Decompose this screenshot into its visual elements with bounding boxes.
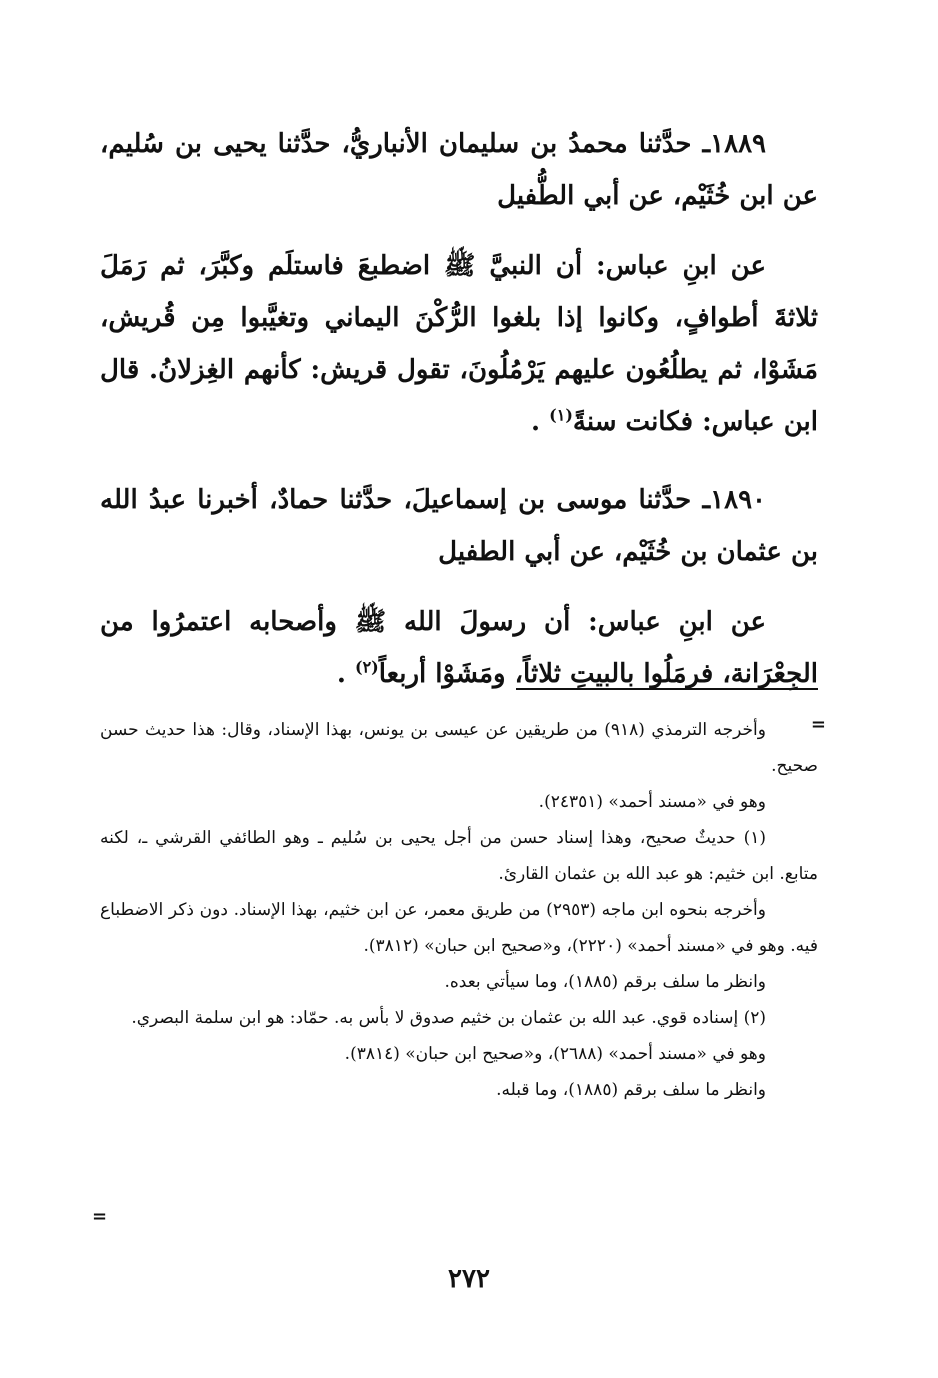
footnote-carryover-1: وأخرجه الترمذي (٩١٨) من طريقين عن عيسى بن يونس، بهذا الإسناد، وقال: هذا حديث حسن صحيح.: [100, 720, 818, 776]
hadith-1890-chain: ١٨٩٠ـ حدَّثنا موسى بن إسماعيلَ، حدَّثنا حمادٌ، أخبرنا عبدُ الله بن عثمان بن خُثَيْم، عن أبي الطفيل: [100, 485, 818, 567]
footnote-1-b: وأخرجه بنحوه ابن ماجه (٢٩٥٣) من طريق معمر، عن ابن خثيم، بهذا الإسناد. دون ذكر الاضطباع فيه. وهو في «مسند أحمد» (٢٢٢٠)، و«صحيح ابن حبان» (٣٨١٢).: [100, 900, 818, 956]
main-text: [100, 118, 818, 700]
footnote-2-a: (٢) إسناده قوي. عبد الله بن عثمان بن خثيم صدوق لا بأس به. حمّاد: هو ابن سلمة البصري.: [131, 1008, 766, 1028]
footnotes: [100, 712, 818, 1108]
footnote-ref-1[interactable]: (١): [549, 405, 573, 425]
continuation-mark-end: =: [92, 1206, 108, 1227]
continuation-mark-start: =: [810, 714, 826, 735]
footnote-1-a: (١) حديثٌ صحيح، وهذا إسناد حسن من أجل يحيى بن سُليم ـ وهو الطائفي القرشي ـ، لكنه متابع. ابن خثيم: هو عبد الله بن عثمان القارئ.: [100, 828, 818, 884]
hadith-1889-matn: [100, 240, 818, 448]
footnote-separator: [516, 688, 818, 690]
footnote-1-c: وانظر ما سلف برقم (١٨٨٥)، وما سيأتي بعده.: [444, 972, 766, 992]
page-number: ٢٧٢: [448, 1264, 490, 1294]
hadith-1889-text: عن ابنِ عباس: أن النبيَّ ﷺ اضطبعَ فاستلَم وكبَّرَ، ثم رَمَلَ ثلاثةَ أطوافٍ، وكانوا إذا بلغوا الرُّكْنَ اليماني وتغيَّبوا مِن قُريش، مَشَوْا، ثم يطلُعُون عليهم يَرْمُلُونَ، تقول قريش: كأنهم الغِزلانُ. قال ابن عباس: فكانت سنةً: [100, 251, 818, 437]
footnote-ref-2[interactable]: (٢): [355, 657, 379, 677]
hadith-1890-end: .: [336, 659, 346, 689]
footnote-2-c: وانظر ما سلف برقم (١٨٨٥)، وما قبله.: [496, 1080, 766, 1100]
footnote-carryover-2: وهو في «مسند أحمد» (٢٤٣٥١).: [538, 792, 766, 812]
hadith-1890-text: عن ابنِ عباس: أن رسولَ الله ﷺ وأصحابه اعتمرُوا من الجِعْرَانة، فرمَلُوا بالبيتِ ثلاثاً، ومَشَوْا أربعاً: [100, 607, 818, 689]
hadith-1889-chain: ١٨٨٩ـ حدَّثنا محمدُ بن سليمان الأنباريُّ، حدَّثنا يحيى بن سُليم، عن ابن خُثَيْم، عن أبي الطُّفيل: [100, 129, 818, 211]
hadith-1889-end: .: [531, 407, 541, 437]
footnote-2-b: وهو في «مسند أحمد» (٢٦٨٨)، و«صحيح ابن حبان» (٣٨١٤).: [344, 1044, 766, 1064]
hadith-1890-matn: [100, 596, 818, 700]
